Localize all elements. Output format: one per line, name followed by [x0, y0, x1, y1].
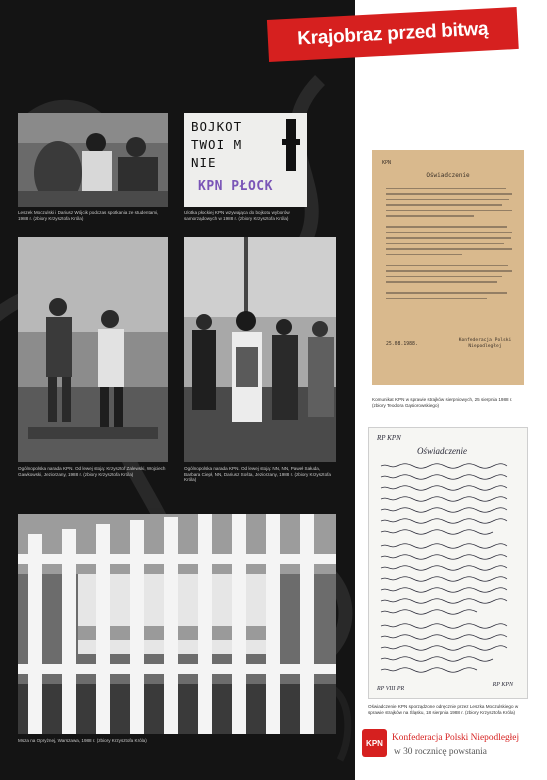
leaflet-line: BOJKOT: [191, 119, 243, 134]
document-caption: Oświadczenie KPN sporządzone odręcznie przez Leszka Moczulskiego w sprawie strajków na Śląsku, 18 sierpnia 1988 r. (zbiory Krzysztofa Króla): [368, 704, 519, 715]
organization-name: Konfederacja Polski Niepodległej: [392, 733, 520, 743]
leaflet-line: TWOI M: [191, 137, 243, 152]
leaflet-stamp: KPN PŁOCK: [198, 179, 273, 194]
document-footer-right: RP KPN: [492, 682, 513, 688]
document-signature: Konfederacja Polski Niepodległej: [458, 338, 512, 349]
document-title: Oświadczenie: [417, 446, 467, 456]
handwriting-lines: [369, 428, 529, 700]
photo-caption: Msza na Opryżnej, Warszawa, 1988 r. (zbiory Krzysztofa Króla): [18, 738, 147, 743]
photo-caption: Ogólnopolska narada KPN. Od lewej stoją: NN, NN, Paweł Sałuda, Barbara Ciepł, NN, Dariusz Sośta, Jeziorzany, 1988 r. (zbiory Krzysztofa Króla): [184, 466, 331, 483]
photo-caption: Ulotka płockiej KPN wzywająca do bojkotu wyborów samorządowych w 1988 r. (zbiory Krzysztofa Króla): [184, 210, 290, 221]
kpn-logo: [362, 729, 387, 757]
black-hand-mark: [282, 119, 300, 171]
photo-kpn-meeting-right: [184, 237, 336, 462]
photo-caption: Ogólnopolska narada KPN. Od lewej stoją: Krzysztof Zalewski, Wojciech Gawkowski, Jeziorzany, 1988 r. (zbiory Krzysztofa Króla): [18, 466, 166, 477]
anniversary-text: w 30 rocznicę powstania: [394, 747, 487, 757]
document-title: Oświadczenie: [426, 172, 470, 179]
document-date: 25.08.1988.: [386, 342, 418, 347]
handwritten-statement-document: [368, 427, 528, 699]
document-footer-left: RP VIII PR: [377, 686, 405, 692]
page-title: Krajobraz przed bitwą: [296, 18, 489, 50]
document-body-lines: [386, 184, 512, 303]
document-header: RP KPN: [377, 434, 401, 442]
document-caption: Komunikat KPN w sprawie strajków sierpniowych, 25 sierpnia 1988 r. (zbiory Teodora Gąsiorowskiego): [372, 397, 513, 408]
photo-kpn-meeting-left: [18, 237, 168, 462]
document-header: KPN: [382, 160, 392, 166]
photo-students-meeting: [18, 113, 168, 207]
photo-mass-fence: [18, 514, 336, 734]
typed-statement-document: [372, 150, 524, 385]
photo-caption: Leszek Moczulski i Dariusz Wójcik podczas spotkania ze studentami, 1988 r. (zbiory Krzysztofa Króla): [18, 210, 159, 221]
photo-bojkot-leaflet: [184, 113, 307, 207]
leaflet-line: NIE: [191, 155, 217, 170]
logo-text: KPN: [366, 738, 383, 748]
